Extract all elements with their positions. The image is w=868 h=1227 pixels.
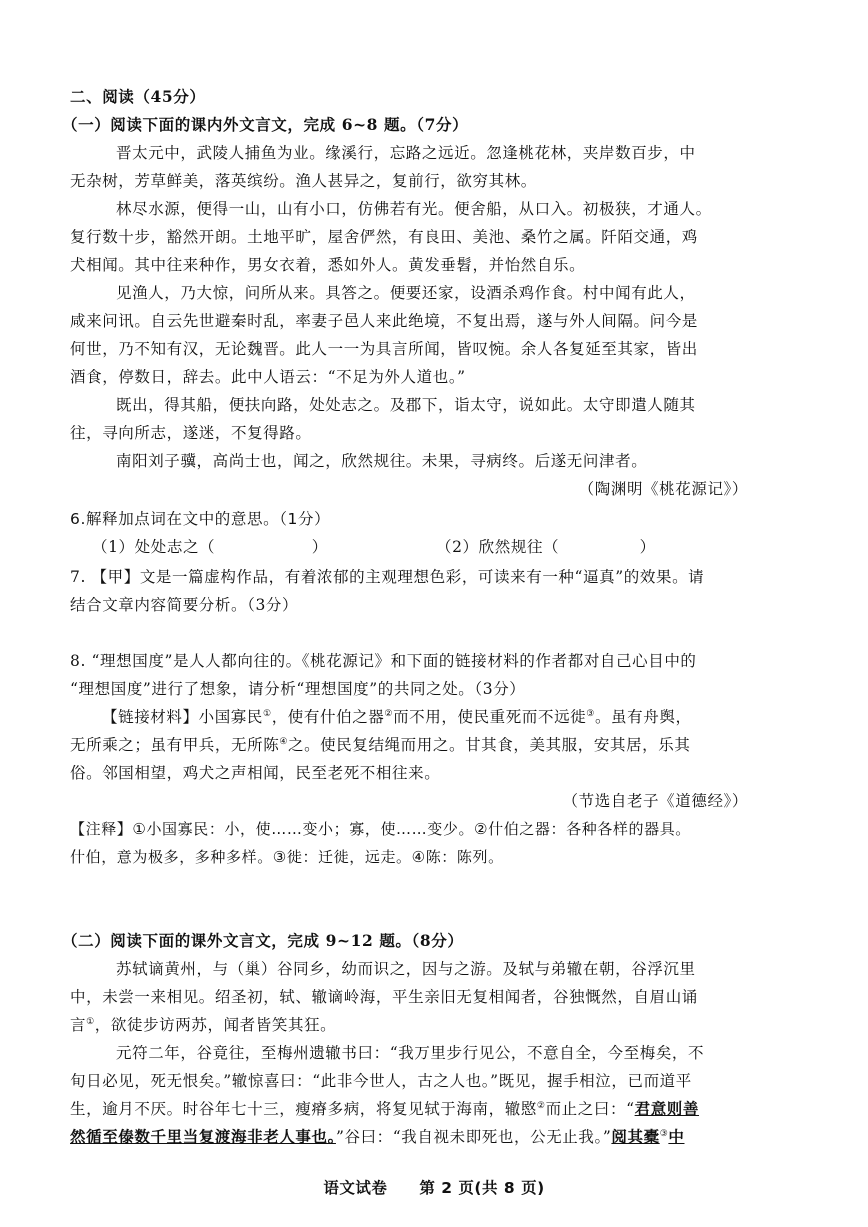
page-footer: 语文试卷 第 2 页(共 8 页) xyxy=(323,1179,545,1197)
link-text: 无所乘之；虽有甲兵，无所陈 xyxy=(70,736,280,754)
passage2-text: 生，逾月不厌。时谷年七十三，瘦瘠多病，将复见轼于海南，辙愍 xyxy=(70,1100,537,1118)
passage2-line: 元符二年，谷竟往，至梅州遗辙书曰：“我万里步行见公，不意自全，今至梅矣，不 xyxy=(116,1044,705,1062)
underlined-sentence: 中 xyxy=(668,1127,685,1146)
link-material-source: （节选自老子《道德经》） xyxy=(562,792,748,810)
question-7-line: 7. 【甲】文是一篇虚构作品，有着浓郁的主观理想色彩，可读来有一种“逼真”的效果。请 xyxy=(70,568,705,586)
passage-line: 无杂树，芳草鲜美，落英缤纷。渔人甚异之，复前行，欲穷其林。 xyxy=(70,172,537,190)
question-7-line: 结合文章内容简要分析。（3分） xyxy=(70,596,299,614)
part1-heading: （一）阅读下面的课内外文言文，完成 6~8 题。（7分） xyxy=(62,115,469,134)
footnote-marker: ④ xyxy=(279,736,288,747)
passage-line: 晋太元中，武陵人捕鱼为业。缘溪行，忘路之远近。忽逢桃花林，夹岸数百步，中 xyxy=(116,144,696,162)
passage2-text: 言 xyxy=(70,1016,87,1034)
link-text: 。虽有舟舆， xyxy=(594,708,692,726)
passage2-line: 旬日必见，死无恨矣。”辙惊喜曰：“此非今世人，古之人也。”既见，握手相泣，已而道平 xyxy=(70,1072,692,1090)
passage-line: 既出，得其船，便扶向路，处处志之。及郡下，诣太守，说如此。太守即遣人随其 xyxy=(116,396,696,414)
question-8-line: “理想国度”进行了想象，请分析“理想国度”的共同之处。（3分） xyxy=(70,680,526,698)
passage2-line: 苏轼谪黄州，与（巢）谷同乡，幼而识之，因与之游。及轼与弟辙在朝，谷浮沉里 xyxy=(116,960,696,978)
link-text: 之。使民复结绳而用之。甘其食，美其服，安其居，乐其 xyxy=(287,736,691,754)
link-material-line xyxy=(102,706,748,728)
link-material-line: 俗。邻国相望，鸡犬之声相闻，民至老死不相往来。 xyxy=(70,764,441,782)
footnote-marker: ① xyxy=(86,1016,95,1027)
question-6-item-1: （1）处处志之（ ） xyxy=(92,538,328,556)
notes-line: 【注释】①小国寡民：小，使……变小；寡，使……变少。②什伯之器：各种各样的器具。 xyxy=(70,820,691,838)
passage2-line xyxy=(70,1014,748,1036)
footnote-marker: ① xyxy=(263,708,272,719)
passage2-text: ”谷曰：“我自视未即死也，公无止我。” xyxy=(335,1128,612,1146)
footnote-marker: ③ xyxy=(586,708,595,719)
passage2-text: ，欲徒步访两苏，闻者皆笑其狂。 xyxy=(94,1016,337,1034)
passage-line: 复行数十步，豁然开朗。土地平旷，屋舍俨然，有良田、美池、桑竹之属。阡陌交通，鸡 xyxy=(70,228,698,246)
passage2-line xyxy=(70,1098,748,1120)
section-title: 二、阅读（45分） xyxy=(70,87,206,106)
underlined-sentence: 然循至傣数千里当复渡海非老人事也。 xyxy=(70,1127,336,1146)
passage-line: 南阳刘子骥，高尚士也，闻之，欣然规往。未果，寻病终。后遂无问津者。 xyxy=(116,452,648,470)
underlined-sentence: 阅其橐 xyxy=(611,1127,660,1146)
passage2-line: 中，未尝一来相见。绍圣初，轼、辙谪岭海，平生亲旧无复相闻者，谷独慨然，自眉山诵 xyxy=(70,988,698,1006)
passage-line: 何世，乃不知有汉，无论魏晋。此人一一为具言所闻，皆叹惋。余人各复延至其家，皆出 xyxy=(70,340,698,358)
footnote-marker: ③ xyxy=(659,1128,669,1139)
notes-line: 什伯，意为极多，多种多样。③徙：迁徙，远走。④陈：陈列。 xyxy=(70,848,504,866)
underlined-sentence: 君意则善 xyxy=(634,1099,700,1118)
link-material-line xyxy=(70,734,748,756)
passage-line: 酒食，停数日，辞去。此中人语云：“不足为外人道也。” xyxy=(70,368,466,386)
passage-source: （陶渊明《桃花源记》） xyxy=(578,480,748,498)
passage-line: 犬相闻。其中往来种作，男女衣着，悉如外人。黄发垂髫，并怡然自乐。 xyxy=(70,256,586,274)
passage2-text: 而止之曰：“ xyxy=(545,1100,635,1118)
passage-line: 见渔人，乃大惊，问所从来。具答之。便要还家，设酒杀鸡作食。村中闻有此人， xyxy=(116,284,696,302)
question-6-stem: 6.解释加点词在文中的意思。（1分） xyxy=(70,510,331,528)
link-text: ，使有什伯之器 xyxy=(271,708,385,726)
passage-line: 林尽水源，便得一山，山有小口，仿佛若有光。便舍船，从口入。初极狭，才通人。 xyxy=(116,200,712,218)
footnote-marker: ② xyxy=(536,1100,546,1111)
part2-heading: （二）阅读下面的课外文言文，完成 9~12 题。（8分） xyxy=(62,931,464,950)
link-text: 【链接材料】小国寡民 xyxy=(102,708,264,726)
passage2-line xyxy=(70,1126,748,1148)
passage-line: 咸来问讯。自云先世避秦时乱，率妻子邑人来此绝境，不复出焉，遂与外人间隔。问今是 xyxy=(70,312,698,330)
question-8-line: 8. “理想国度”是人人都向往的。《桃花源记》和下面的链接材料的作者都对自己心目中的 xyxy=(70,652,697,670)
question-6-item-2: （2）欣然规往（ ） xyxy=(436,538,656,556)
footnote-marker: ② xyxy=(384,708,394,719)
passage-line: 往，寻向所志，遂迷，不复得路。 xyxy=(70,424,312,442)
link-text: 而不用，使民重死而不远徙 xyxy=(393,708,587,726)
